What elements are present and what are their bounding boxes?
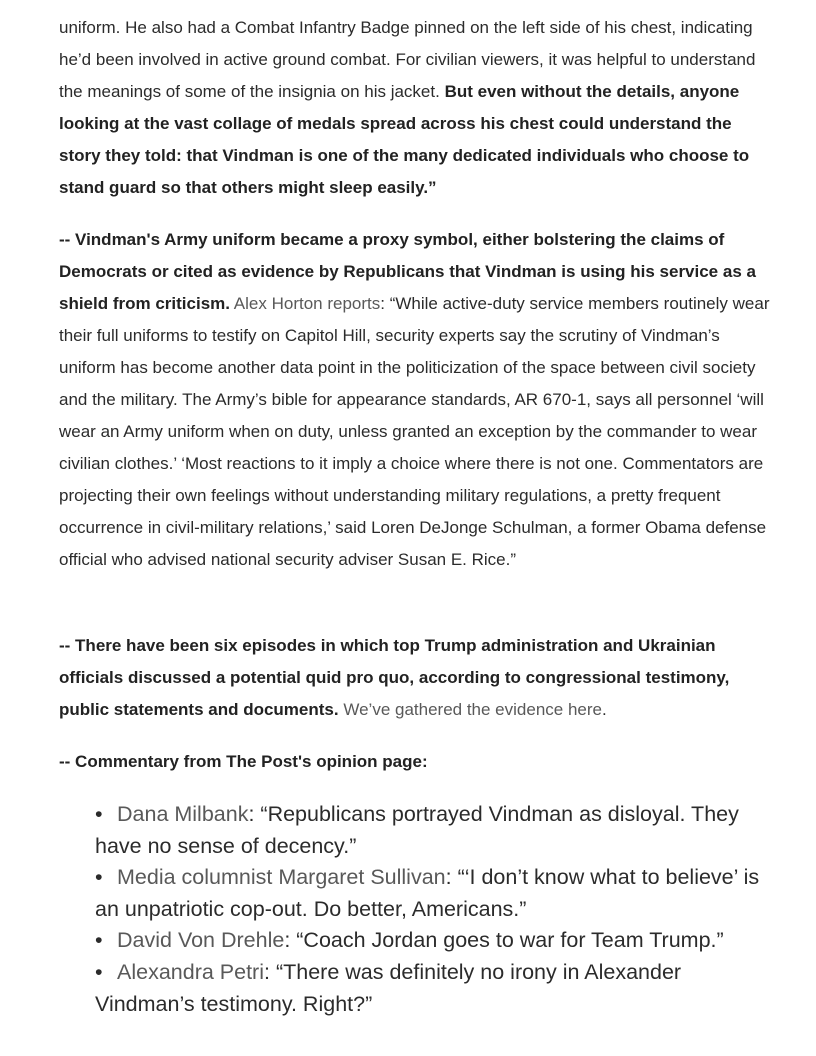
alex-horton-reports-link[interactable]: Alex Horton reports xyxy=(233,294,381,313)
bullet-icon: • xyxy=(95,928,103,953)
list-item xyxy=(95,799,775,862)
paragraph-uniform-proxy-symbol xyxy=(59,224,771,576)
paragraph-bold-text: But even without the details, anyone looking at the vast collage of medals spread across his chest could understand the story they told: that Vindman is one of the many dedicated individuals who choose to stand guard so that others might sleep easily.” xyxy=(59,82,750,197)
paragraph-text: : “While active-duty service members routinely wear their full uniforms to testify on Capitol Hill, security experts say the scrutiny of Vindman’s uniform has become another data point in the politicization of the space between civil society and the military. The Army’s bible for appearance standards, AR 670-1, says all personnel ‘will wear an Army uniform when on duty, unless granted an exception by the commander to wear civilian clothes.’ ‘Most reactions to it imply a choice where there is not one. Commentators are projecting their own feelings without understanding military regulations, a pretty frequent occurrence in civil-military relations,’ said Loren DeJonge Schulman, a former Obama defense official who advised national security adviser Susan E. Rice.” xyxy=(59,294,770,569)
paragraph-uniform-medals xyxy=(59,12,771,204)
list-item-text: : “Coach Jordan goes to war for Team Trump.” xyxy=(284,928,724,953)
list-item-text: : “There was definitely no irony in Alexander Vindman’s testimony. Right?” xyxy=(95,959,682,1016)
margaret-sullivan-link[interactable]: Media columnist Margaret Sullivan xyxy=(117,865,446,890)
bullet-icon: • xyxy=(95,802,103,826)
commentary-list xyxy=(95,799,775,1020)
bullet-icon: • xyxy=(95,865,103,890)
list-item-text: : “‘I don’t know what to believe’ is an unpatriotic cop-out. Do better, Americans.” xyxy=(95,865,760,921)
list-item xyxy=(95,862,775,925)
paragraph-bold-text: -- Commentary from The Post's opinion page: xyxy=(59,752,428,771)
david-von-drehle-link[interactable]: David Von Drehle xyxy=(117,928,285,953)
paragraph-bold-text: -- Vindman's Army uniform became a proxy symbol, either bolstering the claims of Democrats or cited as evidence by Republicans that Vindman is using his service as a shield from criticism. xyxy=(59,230,756,313)
commentary-heading xyxy=(59,746,771,778)
alexandra-petri-link[interactable]: Alexandra Petri xyxy=(117,959,264,984)
paragraph-bold-text: -- There have been six episodes in which top Trump administration and Ukrainian officials discussed a potential quid pro quo, according to congressional testimony, public statements and documents. xyxy=(59,636,730,719)
dana-milbank-link[interactable]: Dana Milbank xyxy=(117,802,249,826)
list-item-text: : “Republicans portrayed Vindman as disloyal. They have no sense of decency.” xyxy=(95,802,739,858)
list-item xyxy=(95,957,775,1020)
paragraph-text: . xyxy=(601,700,607,719)
evidence-link[interactable]: We’ve gathered the evidence here xyxy=(343,700,602,719)
paragraph-text: uniform. He also had a Combat Infantry Badge pinned on the left side of his chest, indicating he’d been involved in active ground combat. For civilian viewers, it was helpful to understand the meanings of some of the insignia on his jacket. xyxy=(59,18,756,101)
list-item xyxy=(95,925,775,957)
paragraph-quid-pro-quo xyxy=(59,630,771,726)
bullet-icon: • xyxy=(95,959,103,984)
